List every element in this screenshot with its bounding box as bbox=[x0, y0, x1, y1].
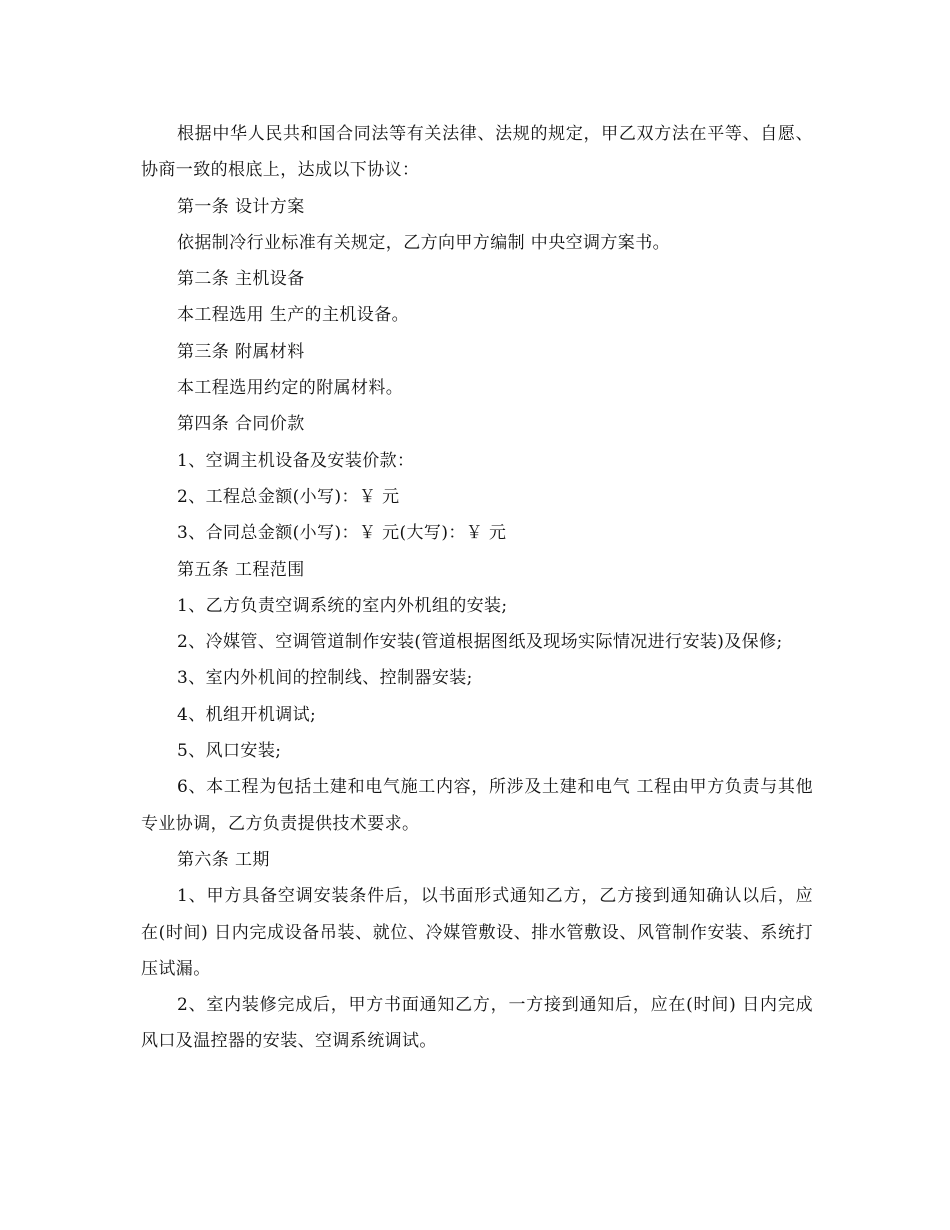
article-3-text: 本工程选用约定的附属材料。 bbox=[177, 378, 404, 399]
article-1-text: 依据制冷行业标准有关规定，乙方向甲方编制 中央空调方案书。 bbox=[177, 232, 671, 253]
article-4-item-3: 3、合同总金额(小写)：￥ 元(大写)：￥ 元 bbox=[177, 523, 507, 544]
article-5-item-3: 3、室内外机间的控制线、控制器安装; bbox=[177, 668, 473, 689]
article-6-item-1: 1、甲方具备空调安装条件后，以书面形式通知乙方，乙方接到通知确认以后，应在(时间) 日内完成设备吊装、就位、冷媒管敷设、排水管敷设、风管制作安装、系统打压试漏。 bbox=[141, 886, 813, 979]
article-5-item-2: 2、冷媒管、空调管道制作安装(管道根据图纸及现场实际情况进行安装)及保修; bbox=[177, 632, 783, 653]
article-6-heading: 第六条 工期 bbox=[177, 849, 270, 870]
document-body bbox=[141, 116, 813, 1060]
article-4-item-1: 1、空调主机设备及安装价款： bbox=[177, 450, 415, 471]
article-5-item-5: 5、风口安装; bbox=[177, 741, 282, 762]
article-5-item-6: 6、本工程为包括土建和电气施工内容，所涉及土建和电气 工程由甲方负责与其他专业协调，乙方负责提供技术要求。 bbox=[141, 777, 813, 834]
intro-paragraph: 根据中华人民共和国合同法等有关法律、法规的规定，甲乙双方法在平等、自愿、协商一致的根底上，达成以下协议： bbox=[141, 124, 813, 181]
article-2-text: 本工程选用 生产的主机设备。 bbox=[177, 305, 410, 326]
article-4-heading: 第四条 合同价款 bbox=[177, 414, 305, 435]
article-3-heading: 第三条 附属材料 bbox=[177, 341, 305, 362]
article-5-item-4: 4、机组开机调试; bbox=[177, 704, 317, 725]
article-2-heading: 第二条 主机设备 bbox=[177, 269, 305, 290]
article-6-item-2: 2、室内装修完成后，甲方书面通知乙方，一方接到通知后，应在(时间) 日内完成风口及温控器的安装、空调系统调试。 bbox=[141, 995, 813, 1052]
article-5-item-1: 1、乙方负责空调系统的室内外机组的安装; bbox=[177, 595, 508, 616]
article-1-heading: 第一条 设计方案 bbox=[177, 196, 305, 217]
article-5-heading: 第五条 工程范围 bbox=[177, 559, 305, 580]
article-4-item-2: 2、工程总金额(小写)：￥ 元 bbox=[177, 486, 400, 507]
